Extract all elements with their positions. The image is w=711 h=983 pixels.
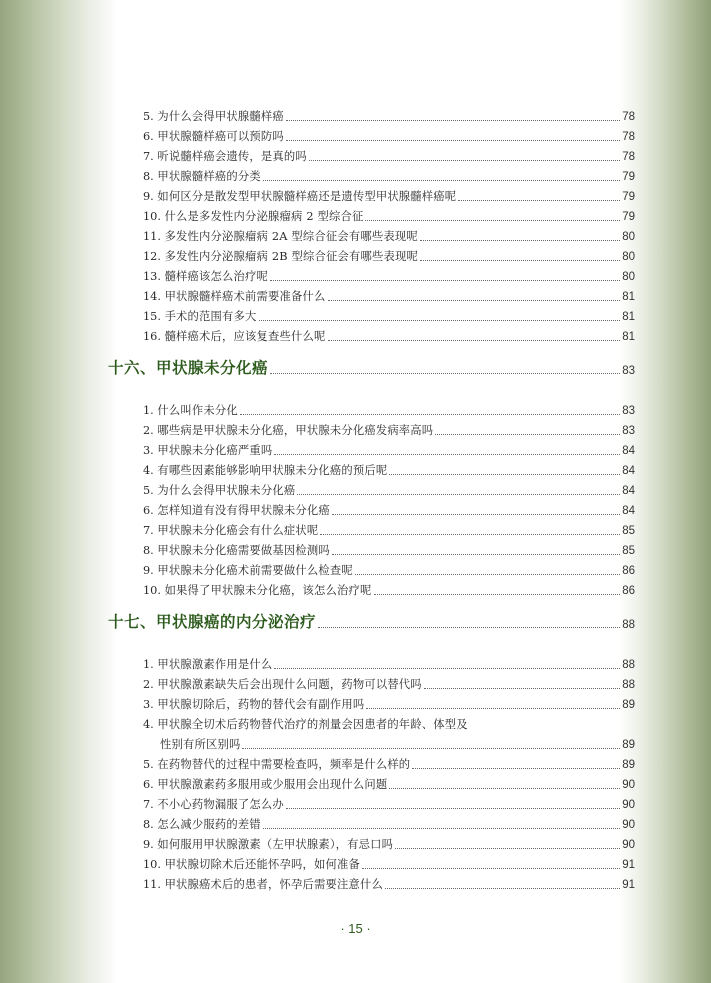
entry-title: 怎样知道有没有得甲状腺未分化癌 [157,504,330,517]
entry-page-number: 86 [622,565,635,577]
entry-page-number: 79 [622,191,635,203]
entry-page-number: 84 [622,445,635,457]
dot-leader [286,807,620,809]
dot-leader [389,787,620,789]
entry-number: 12. [143,250,161,263]
entry-title: 甲状腺全切术后药物替代治疗的剂量会因患者的年龄、体型及 [157,718,468,731]
entry-page-number: 86 [622,585,635,597]
entry-page-number: 90 [622,779,635,791]
entry-page-number: 84 [622,485,635,497]
entry-page-number: 81 [622,291,635,303]
entry-number: 7. [143,524,154,537]
toc-entry[interactable] [143,184,635,204]
entry-title: 甲状腺髓样癌术前需要准备什么 [164,290,326,303]
entry-number: 10. [143,210,161,223]
entry-number: 5. [143,484,154,497]
toc-entry[interactable] [143,652,635,672]
entry-number: 10. [143,858,161,871]
entry-number: 5. [143,110,154,123]
entry-title: 为什么会得甲状腺髓样癌 [157,110,284,123]
entry-title: 什么叫作未分化 [157,404,238,417]
toc-entry[interactable] [143,772,635,792]
entry-page-number: 90 [622,799,635,811]
section-heading[interactable] [108,354,635,378]
dot-leader [374,593,621,595]
entry-title: 甲状腺癌术后的患者，怀孕后需要注意什么 [164,878,384,891]
dot-leader [420,259,620,261]
entry-title: 髓样癌该怎么治疗呢 [164,270,269,283]
dot-leader [286,139,620,141]
entry-page-number: 78 [622,111,635,123]
entry-number: 11. [143,878,161,891]
toc-entry[interactable] [143,712,635,732]
entry-page-number: 90 [622,839,635,851]
entry-number: 1. [143,404,154,417]
dot-leader [424,687,620,689]
entry-title: 甲状腺未分化癌会有什么症状呢 [157,524,319,537]
entry-page-number: 80 [622,231,635,243]
entry-title: 哪些病是甲状腺未分化癌，甲状腺未分化癌发病率高吗 [157,424,434,437]
dot-leader [412,767,620,769]
toc-entry[interactable] [143,852,635,872]
dot-leader [365,219,620,221]
entry-page-number: 89 [622,739,635,751]
toc-entry[interactable] [143,264,635,284]
dot-leader [435,433,620,435]
toc-entry[interactable] [143,518,635,538]
toc-entry[interactable] [143,792,635,812]
entry-number: 6. [143,778,154,791]
entry-title: 如何服用甲状腺激素（左甲状腺素），有忌口吗 [157,838,394,851]
toc-entry[interactable] [143,498,635,518]
entry-number: 16. [143,330,161,343]
toc-entry[interactable] [143,872,635,892]
entry-number: 13. [143,270,161,283]
dot-leader [274,453,620,455]
entry-page-number: 81 [622,311,635,323]
dot-leader [366,707,620,709]
entry-title: 在药物替代的过程中需要检查吗，频率是什么样的 [157,758,411,771]
dot-leader [270,372,620,374]
dot-leader [318,626,620,628]
entry-title: 甲状腺激素作用是什么 [157,658,273,671]
entry-page-number: 80 [622,271,635,283]
dot-leader [385,887,620,889]
toc-entry[interactable] [143,832,635,852]
toc-entry[interactable] [143,398,635,418]
entry-number: 10. [143,584,161,597]
dot-leader [355,573,620,575]
entry-number: 4. [143,464,154,477]
toc-entry[interactable] [143,124,635,144]
entry-page-number: 83 [622,405,635,417]
dot-leader [270,279,620,281]
entry-page-number: 91 [622,859,635,871]
dot-leader [328,339,621,341]
entry-page-number: 80 [622,251,635,263]
entry-title: 甲状腺髓样癌的分类 [157,170,261,183]
entry-title: 甲状腺切除后，药物的替代会有副作用吗 [157,698,365,711]
dot-leader [263,827,620,829]
toc-entry-continuation[interactable] [160,732,635,752]
entry-page-number: 84 [622,465,635,477]
entry-title: 甲状腺激素药多服用或少服用会出现什么问题 [157,778,388,791]
dot-leader [259,319,621,321]
toc-entry[interactable] [143,578,635,598]
entry-number: 11. [143,230,161,243]
entry-page-number: 83 [622,425,635,437]
entry-number: 8. [143,818,154,831]
section-page-number: 88 [622,619,635,631]
entry-title: 甲状腺髓样癌可以预防吗 [157,130,284,143]
entry-title: 如果得了甲状腺未分化癌，该怎么治疗呢 [164,584,372,597]
entry-number: 3. [143,444,154,457]
entry-title: 为什么会得甲状腺未分化癌 [157,484,296,497]
section-page-number: 83 [622,365,635,377]
entry-number: 1. [143,658,154,671]
entry-page-number: 78 [622,131,635,143]
entry-number: 9. [143,564,154,577]
dot-leader [332,553,620,555]
entry-title: 髓样癌术后，应该复查些什么呢 [164,330,326,343]
section-heading[interactable] [108,608,635,632]
dot-leader [420,239,620,241]
entry-number: 9. [143,190,154,203]
toc-entry[interactable] [143,418,635,438]
dot-leader [286,119,620,121]
section-title: 十六、甲状腺未分化癌 [108,358,269,377]
dot-leader [389,473,620,475]
entry-title: 什么是多发性内分泌腺瘤病 2 型综合征 [164,210,364,223]
dot-leader [362,867,620,869]
toc-entry[interactable] [143,458,635,478]
entry-title: 多发性内分泌腺瘤病 2A 型综合征会有哪些表现呢 [164,230,418,243]
entry-page-number: 91 [622,879,635,891]
toc-entry[interactable] [143,812,635,832]
toc-entry[interactable] [143,284,635,304]
entry-page-number: 84 [622,505,635,517]
dot-leader [309,159,620,161]
toc-entry[interactable] [143,304,635,324]
entry-number: 15. [143,310,161,323]
dot-leader [240,413,620,415]
entry-title: 如何区分是散发型甲状腺髓样癌还是遗传型甲状腺髓样癌呢 [157,190,457,203]
dot-leader [458,199,620,201]
toc-entry[interactable] [143,244,635,264]
entry-title-continuation: 性别有所区别吗 [160,738,241,751]
dot-leader [328,299,621,301]
toc-entry[interactable] [143,752,635,772]
dot-leader [263,179,620,181]
toc-entry[interactable] [143,204,635,224]
entry-title: 甲状腺未分化癌术前需要做什么检查呢 [157,564,353,577]
page-number: · 15 · [340,921,371,936]
entry-title: 甲状腺切除术后还能怀孕吗，如何准备 [164,858,361,871]
dot-leader [297,493,620,495]
entry-title: 多发性内分泌腺瘤病 2B 型综合征会有哪些表现呢 [164,250,418,263]
entry-page-number: 85 [622,545,635,557]
toc-entry[interactable] [143,692,635,712]
entry-title: 手术的范围有多大 [164,310,257,323]
entry-page-number: 89 [622,699,635,711]
entry-number: 8. [143,170,154,183]
entry-number: 7. [143,150,154,163]
section-title: 十七、甲状腺癌的内分泌治疗 [108,612,317,631]
entry-number: 4. [143,718,154,731]
dot-leader [320,533,620,535]
entry-number: 2. [143,678,154,691]
entry-page-number: 85 [622,525,635,537]
entry-title: 听说髓样癌会遗传，是真的吗 [157,150,307,163]
entry-number: 3. [143,698,154,711]
toc-entry[interactable] [143,164,635,184]
toc-entry[interactable] [143,558,635,578]
toc-entry[interactable] [143,538,635,558]
entry-page-number: 89 [622,759,635,771]
toc-entry[interactable] [143,104,635,124]
entry-number: 2. [143,424,154,437]
dot-leader [395,847,620,849]
entry-number: 6. [143,504,154,517]
entry-page-number: 81 [622,331,635,343]
entry-page-number: 78 [622,151,635,163]
entry-number: 6. [143,130,154,143]
entry-number: 8. [143,544,154,557]
entry-title: 有哪些因素能够影响甲状腺未分化癌的预后呢 [157,464,388,477]
entry-page-number: 88 [622,659,635,671]
entry-title: 怎么减少服药的差错 [157,818,261,831]
toc-entry[interactable] [143,438,635,458]
dot-leader [332,513,620,515]
entry-number: 9. [143,838,154,851]
toc-entry[interactable] [143,478,635,498]
toc-entry[interactable] [143,672,635,692]
entry-page-number: 79 [622,211,635,223]
entry-title: 不小心药物漏服了怎么办 [157,798,284,811]
toc-entry[interactable] [143,144,635,164]
entry-page-number: 88 [622,679,635,691]
entry-title: 甲状腺未分化癌严重吗 [157,444,273,457]
entry-number: 14. [143,290,161,303]
toc-entry[interactable] [143,324,635,344]
entry-title: 甲状腺激素缺失后会出现什么问题，药物可以替代吗 [157,678,422,691]
dot-leader [274,667,620,669]
entry-title: 甲状腺未分化癌需要做基因检测吗 [157,544,330,557]
entry-number: 5. [143,758,154,771]
entry-number: 7. [143,798,154,811]
dot-leader [242,747,620,749]
entry-page-number: 90 [622,819,635,831]
entry-page-number: 79 [622,171,635,183]
toc-entry[interactable] [143,224,635,244]
